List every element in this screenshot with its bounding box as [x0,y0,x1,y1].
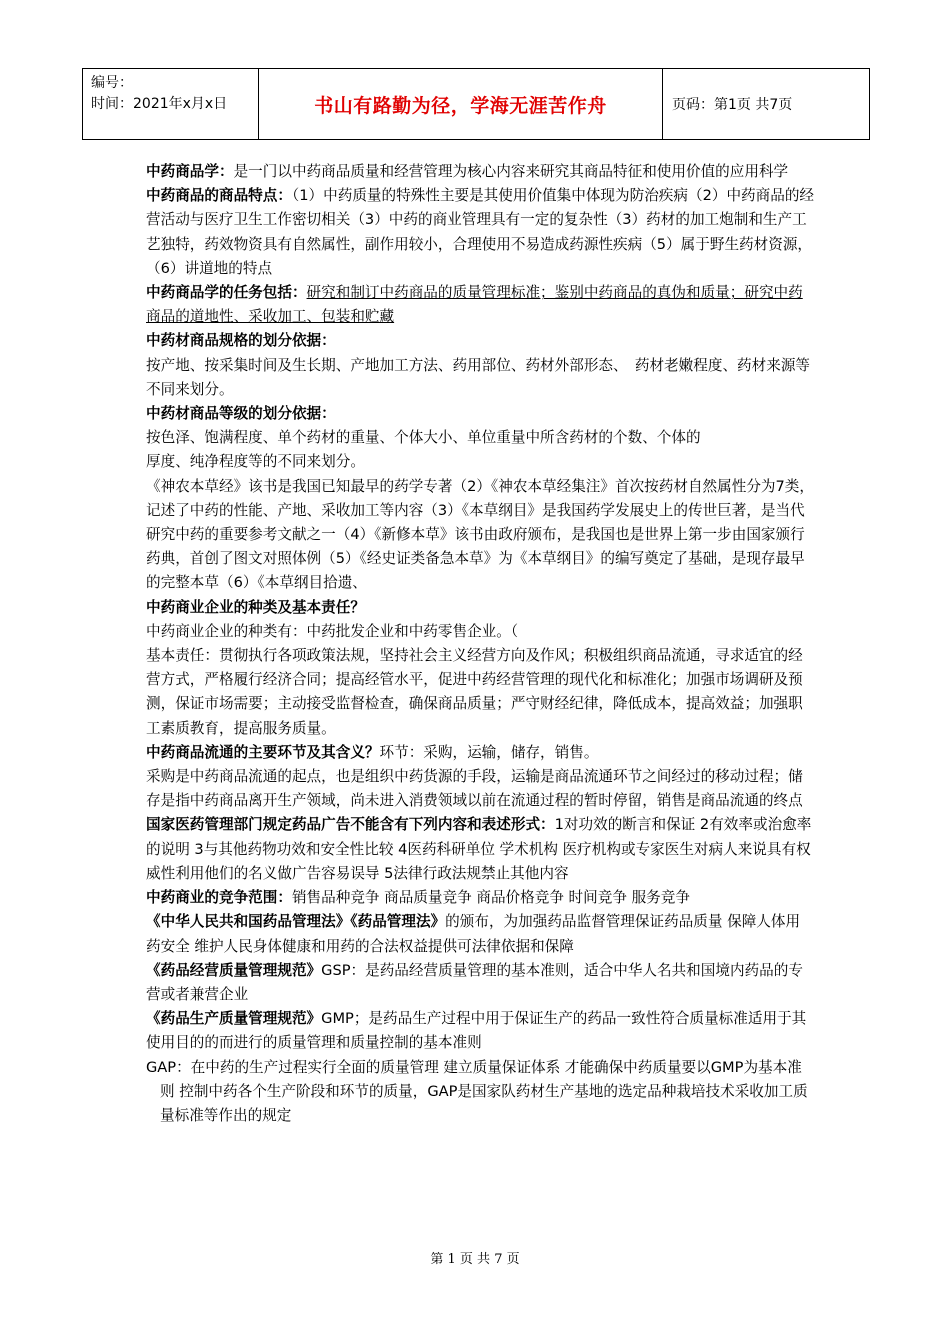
paragraph-15 [146,813,814,886]
paragraph-text: GAP：在中药的生产过程实行全面的质量管理 建立质量保证体系 才能确保中药质量要以GMP为基本准则 控制中药各个生产阶段和环节的质量，GAP是国家队药材生产基地的选定品种栽培技术采收加工质量标准等作出的规定 [146,1058,808,1124]
paragraph-text: GSP：是药品经营质量管理的基本准则，适合中华人名共和国境内药品的专营或者兼营企业 [146,961,803,1003]
paragraph-text: 销售品种竞争 商品质量竞争 商品价格竞争 时间竞争 服务竞争 [291,889,690,907]
paragraph-text: 采购是中药商品流通的起点，也是组织中药货源的手段，运输是商品流通环节之间经过的移动过程；储存是指中药商品离开生产领域，尚未进入消费领域以前在流通过程的暂时停留，销售是商品流通的终点 [146,768,803,810]
paragraph-11 [146,620,814,644]
term: 《药品经营质量管理规范》 [146,961,322,979]
header-table [82,68,870,140]
paragraph-text: 研究和制订中药商品的质量管理标准；鉴别中药商品的真伪和质量；研究中药商品的道地性、采收加工、包装和贮藏 [146,284,803,326]
time-label: 时间：2021年x月x日 [91,96,228,112]
paragraph-19 [146,1007,814,1055]
paragraph-20 [146,1056,814,1129]
paragraph-text: 《神农本草经》该书是我国已知最早的药学专著（2）《神农本草经集注》首次按药材自然属性分为7类，记述了中药的性能、产地、采收加工等内容（3）《本草纲目》是我国药学发展史上的传世巨著，是当代研究中药的重要参考文献之一（4）《新修本草》该书由政府颁布，是我国也是世界上第一步由国家颁行药典，首创了图文对照体例（5）《经史证类备急本草》为《本草纲目》的编写奠定了基础，是现存最早的完整本草（6）《本草纲目拾遗、 [146,477,814,592]
paragraph-text: 基本责任：贯彻执行各项政策法规，坚持社会主义经营方向及作风；积极组织商品流通，寻求适宜的经营方式，严格履行经济合同；提高经管水平，促进中药经营管理的现代化和标准化；加强市场调研及预测，保证市场需要；主动接受监督检查，确保商品质量；严守财经纪律，降低成本，提高效益；加强职工素质教育，提高服务质量。 [146,647,803,737]
header-left-cell [83,69,259,139]
term: 《中华人民共和国药品管理法》《药品管理法》 [146,913,446,931]
paragraph-5 [146,354,814,402]
paragraph-3 [146,281,814,329]
paragraph-text: 的颁布，为加强药品监督管理保证药品质量 保障人体用药安全 维护人民身体健康和用药的合法权益提供可法律依据和保障 [146,913,801,955]
paragraph-4 [146,329,814,353]
paragraph-8 [146,450,814,474]
paragraph-text: 环节：采购，运输，储存，销售。 [379,743,599,761]
paragraph-12 [146,644,814,741]
page-info: 页码：第1页 共7页 [672,97,793,113]
paragraph-text: GMP；是药品生产过程中用于保证生产的药品一致性符合质量标准适用于其使用目的的而进行的质量管理和质量控制的基本准则 [146,1010,807,1052]
paragraph-17 [146,910,814,958]
term: 国家医药管理部门规定药品广告不能含有下列内容和表述形式： [146,816,555,834]
term: 中药商业企业的种类及基本责任？ [146,598,365,616]
paragraph-text: （1）中药质量的特殊性主要是其使用价值集中体现为防治疾病（2）中药商品的经营活动与医疗卫生工作密切相关（3）中药的商业管理具有一定的复杂性（3）药材的加工炮制和生产工艺独特，药效物资具有自然属性，副作用较小，合理使用不易造成药源性疾病（5）属于野生药材资源，（6）讲道地的特点 [146,187,815,277]
term: 中药材商品规格的划分依据： [146,332,336,350]
header-page-cell [663,69,869,139]
paragraph-16 [146,886,814,910]
paragraph-10 [146,596,814,620]
header-motto-cell [259,69,663,139]
paragraph-2 [146,184,814,281]
paragraph-7 [146,426,814,450]
paragraph-text: 1对功效的断言和保证 2有效率或治愈率的说明 3与其他药物功效和安全性比较 4医药科研单位 学术机构 医疗机构或专家医生对病人来说具有权威性利用他们的名义做广告容易误导 5法律行政法规禁止其他内容 [146,816,812,882]
paragraph-13 [146,741,814,765]
term: 中药商品学： [146,163,234,180]
paragraph-text: 中药商业企业的种类有：中药批发企业和中药零售企业。（ [146,622,519,640]
paragraph-text: 按产地、按采集时间及生长期、产地加工方法、药用部位、药材外部形态、 药材老嫩程度、药材来源等不同来划分。 [146,356,811,398]
term: 《药品生产质量管理规范》 [146,1010,322,1028]
number-label: 编号： [91,75,133,91]
paragraph-18 [146,959,814,1007]
paragraph-14 [146,765,814,813]
paragraph-1 [146,160,814,184]
page-footer: 第 1 页 共 7 页 [430,1252,520,1267]
term: 中药商品流通的主要环节及其含义？ [146,743,380,761]
term: 中药材商品等级的划分依据： [146,405,336,423]
paragraph-text: 厚度、纯净程度等的不同来划分。 [146,453,365,471]
document-body [146,160,814,1128]
paragraph-6 [146,402,814,426]
term: 中药商业的竞争范围： [146,889,292,907]
paragraph-9 [146,475,814,596]
motto: 书山有路勤为径，学海无涯苦作舟 [314,94,607,117]
term: 中药商品学的任务包括： [146,284,307,302]
term: 中药商品的商品特点： [146,187,292,205]
paragraph-text: 是一门以中药商品质量和经营管理为核心内容来研究其商品特征和使用价值的应用科学 [233,163,789,180]
paragraph-text: 按色泽、饱满程度、单个药材的重量、个体大小、单位重量中所含药材的个数、个体的 [146,429,701,447]
